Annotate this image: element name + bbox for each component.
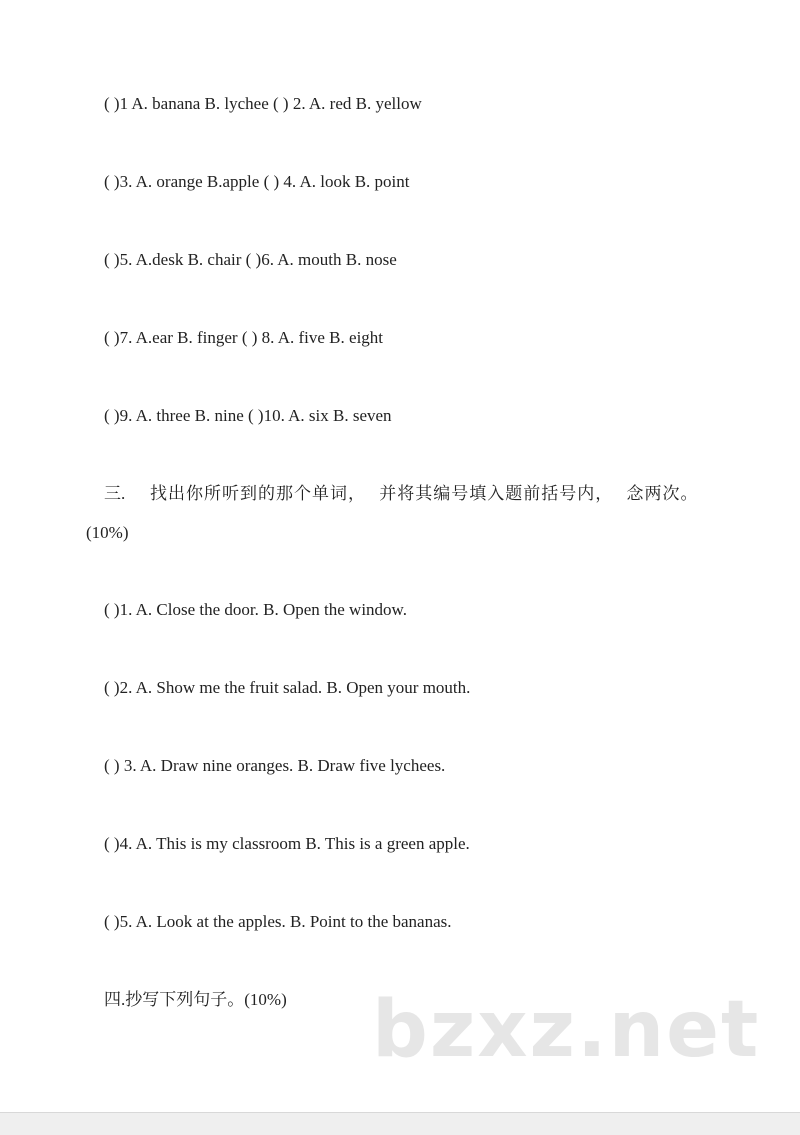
watermark: bzxz.net <box>372 985 761 1075</box>
section-instruction: 找出你所听到的那个单词， 并将其编号填入题前括号内， 念两次。 <box>150 484 699 503</box>
question-line: ( )4. A. This is my classroom B. This is a green apple. <box>104 834 470 853</box>
bottom-bar <box>0 1112 800 1135</box>
question-line: ( )1 A. banana B. lychee ( ) 2. A. red B. yellow <box>104 94 422 113</box>
question-line: ( )7. A.ear B. finger ( ) 8. A. five B. eight <box>104 328 384 347</box>
section-score: (10%) <box>86 523 129 542</box>
question-line: ( )9. A. three B. nine ( )10. A. six B. seven <box>104 406 392 425</box>
question-line: ( )5. A. Look at the apples. B. Point to the bananas. <box>104 912 452 931</box>
question-line: ( )2. A. Show me the fruit salad. B. Open your mouth. <box>104 678 471 697</box>
question-line: ( ) 3. A. Draw nine oranges. B. Draw five lychees. <box>104 756 446 775</box>
question-line: ( )3. A. orange B.apple ( ) 4. A. look B. point <box>104 172 410 191</box>
question-line: ( )5. A.desk B. chair ( )6. A. mouth B. nose <box>104 250 397 269</box>
question-line: ( )1. A. Close the door. B. Open the window. <box>104 600 407 619</box>
section-number: 三. <box>104 484 126 503</box>
section-heading: 四.抄写下列句子。(10%) <box>104 990 287 1009</box>
